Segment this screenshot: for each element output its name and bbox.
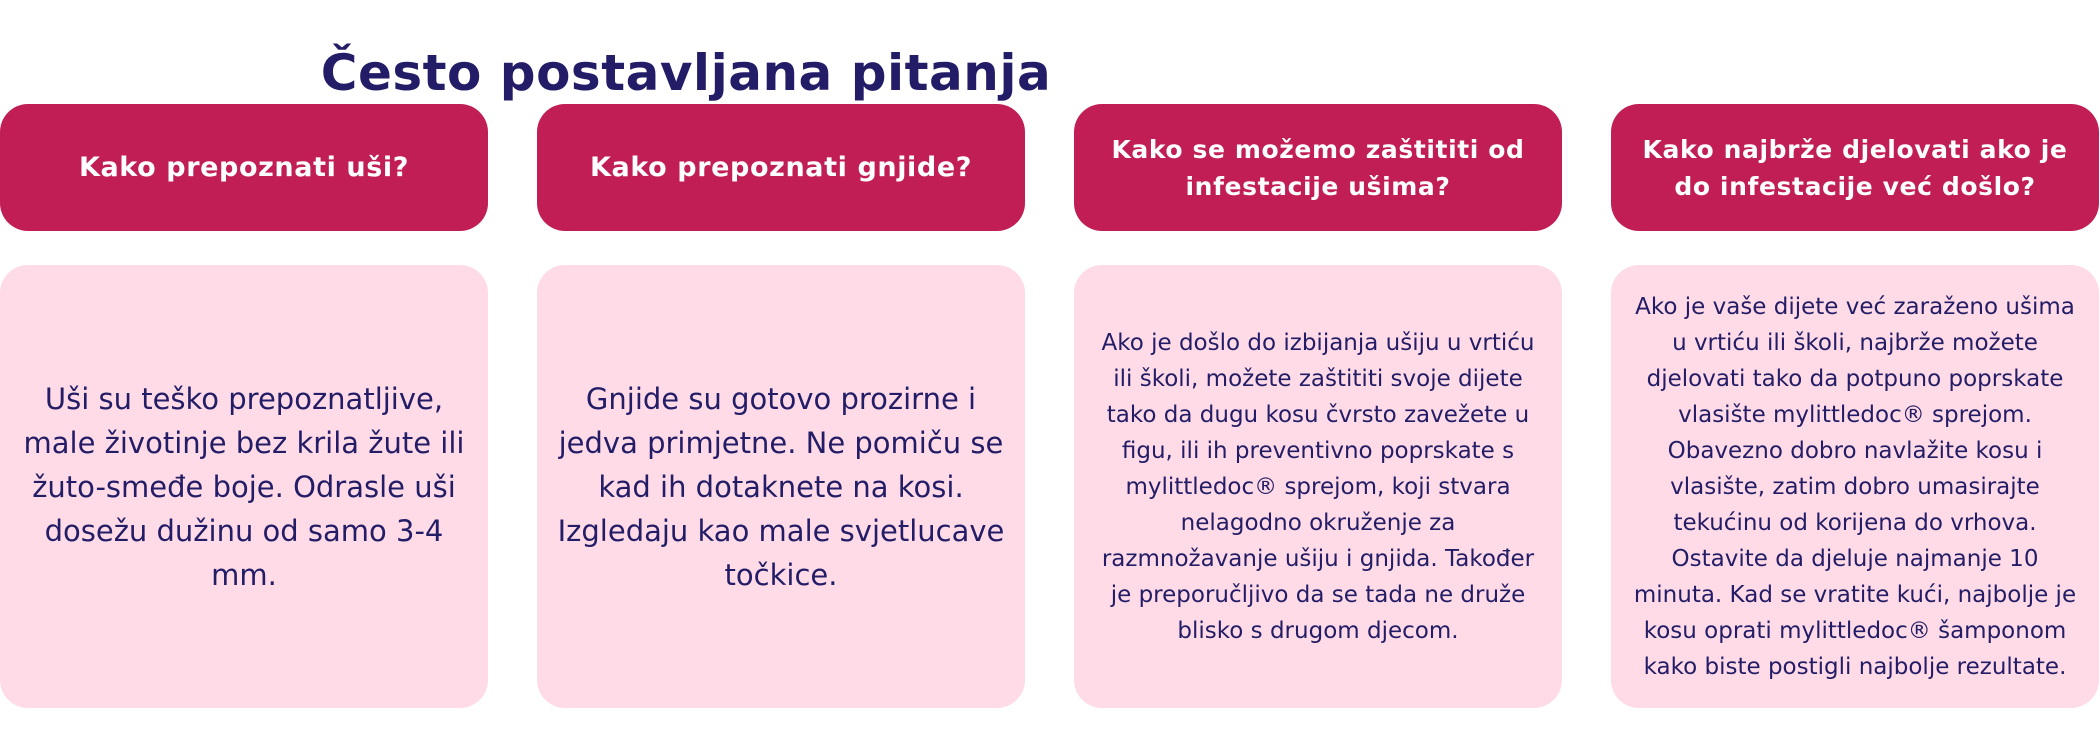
faq-answer-lice-recognition [0, 265, 488, 708]
faq-question-text: Kako najbrže djelovati ako je do infestacije već došlo? [1642, 134, 2068, 201]
faq-answer-text: Ako je vaše dijete već zaraženo ušima u vrtiću ili školi, najbrže možete djelovati tako da potpuno poprskate vlasište mylittledoc® sprejom. Obavezno dobro navlažite kosu i vlasište, zatim dobro umasirajte tekućinu od korijena do vrhova. Ostavite da djeluje najmanje 10 minuta. Kad se vratite kući, najbolje je kosu oprati mylittledoc® šamponom kako biste postigli najbolje rezultate. [1633, 293, 2077, 680]
faq-answer-text: Gnjide su gotovo prozirne i jedva primjetne. Ne pomiču se kad ih dotaknete na kosi. Izgledaju kao male svjetlucave točkice. [557, 381, 1005, 592]
faq-answer-fast-treatment [1611, 265, 2099, 708]
faq-question-protection [1074, 104, 1562, 231]
faq-question-lice-recognition [0, 104, 488, 231]
page-title: Često postavljana pitanja [320, 43, 1052, 102]
faq-question-fast-treatment [1611, 104, 2099, 231]
faq-answer-protection [1074, 265, 1562, 708]
faq-question-text: Kako prepoznati uši? [78, 152, 410, 183]
faq-question-text: Kako se možemo zaštititi od infestacije ušima? [1111, 134, 1525, 201]
faq-question-text: Kako prepoznati gnjide? [589, 152, 973, 183]
faq-question-nits-recognition [537, 104, 1025, 231]
faq-answer-text: Uši su teško prepoznatljive, male životinje bez krila žute ili žuto-smeđe boje. Odrasle uši dosežu dužinu od samo 3-4 mm. [23, 381, 465, 592]
faq-answer-nits-recognition [537, 265, 1025, 708]
faq-answer-text: Ako je došlo do izbijanja ušiju u vrtiću ili školi, možete zaštititi svoje dijete tako da dugu kosu čvrsto zavežete u figu, ili ih preventivno poprskate s mylittledoc® sprejom, koji stvara nelagodno okruženje za razmnožavanje ušiju i gnjida. Također je preporučljivo da se tada ne druže blisko s drugom djecom. [1101, 329, 1535, 644]
